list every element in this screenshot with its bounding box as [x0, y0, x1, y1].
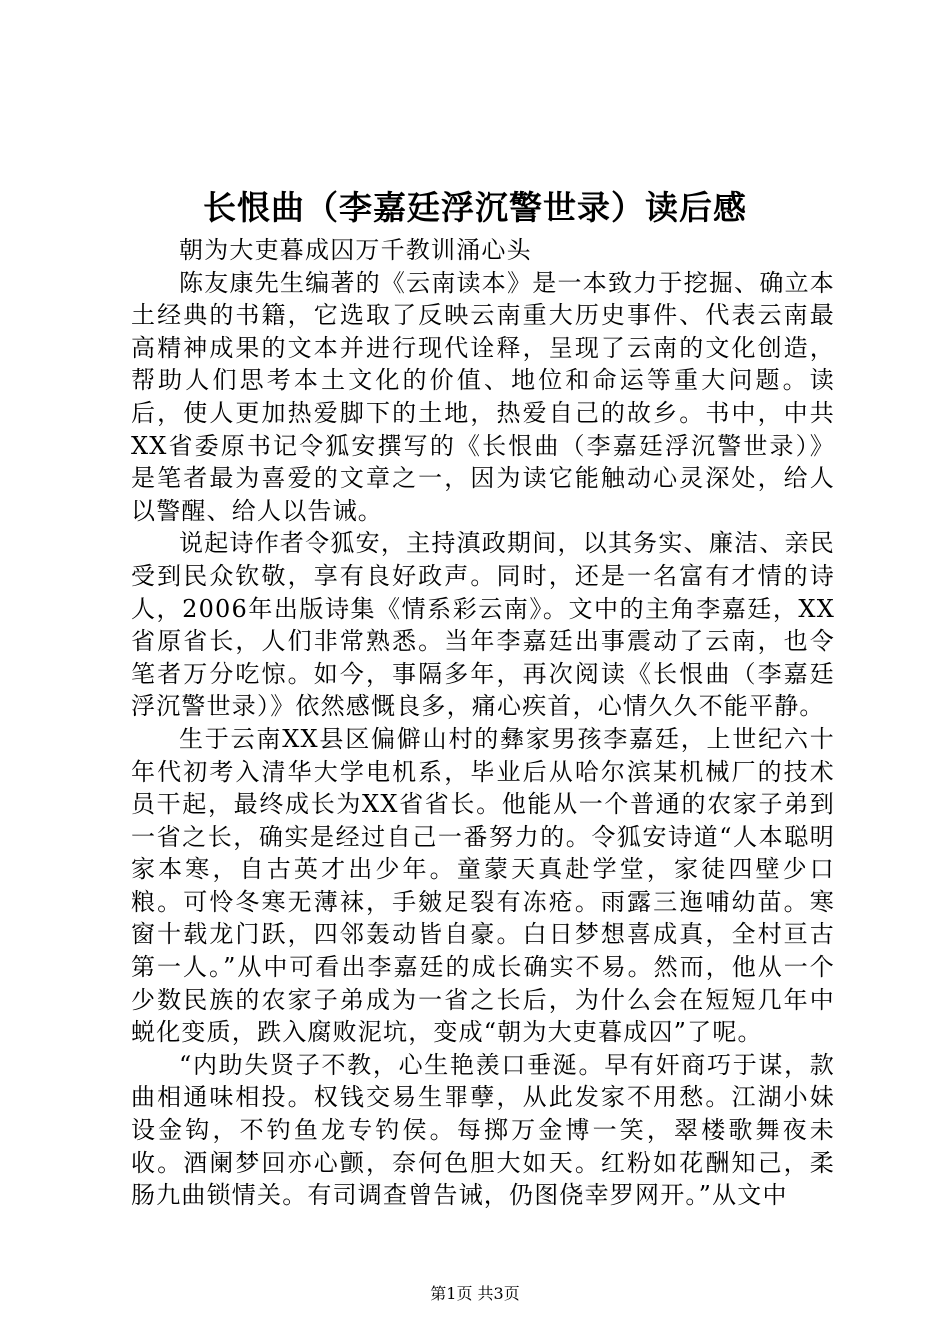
- document-body: [131, 234, 835, 1212]
- paragraph: 生于云南XX县区偏僻山村的彝家男孩李嘉廷，上世纪六十年代初考入清华大学电机系，毕业后从哈尔滨某机械厂的技术员干起，最终成长为XX省省长。他能从一个普通的农家子弟到一省之长，确实是经过自己一番努力的。令狐安诗道“人本聪明家本寒，自古英才出少年。童蒙天真赴学堂，家徒四壁少口粮。可怜冬寒无薄袜，手皴足裂有冻疮。雨露三迤哺幼苗。寒窗十载龙门跃，四邻轰动皆自豪。白日梦想喜成真，全村亘古第一人。”从中可看出李嘉廷的成长确实不易。然而，他从一个少数民族的农家子弟成为一省之长后，为什么会在短短几年中蜕化变质，跌入腐败泥坑，变成“朝为大吏暮成囚”了呢。: [131, 724, 835, 1047]
- paragraph: 陈友康先生编著的《云南读本》是一本致力于挖掘、确立本土经典的书籍，它选取了反映云南重大历史事件、代表云南最高精神成果的文本并进行现代诠释，呈现了云南的文化创造，帮助人们思考本土文化的价值、地位和命运等重大问题。读后，使人更加热爱脚下的土地，热爱自己的故乡。书中，中共XX省委原书记令狐安撰写的《长恨曲（李嘉廷浮沉警世录）》是笔者最为喜爱的文章之一，因为读它能触动心灵深处，给人以警醒、给人以告诫。: [131, 268, 835, 525]
- paragraph: “内助失贤子不教，心生艳羡口垂涎。早有奸商巧于谋，款曲相通味相投。权钱交易生罪孽，从此发家不用愁。江湖小妹设金钩，不钓鱼龙专钓侯。每掷万金博一笑，翠楼歌舞夜未收。酒阑梦回亦心颤，奈何色胆大如天。红粉如花酬知己，柔肠九曲锁情关。有司调查曾告诫，仍图侥幸罗网开。”从文中: [131, 1050, 835, 1210]
- subtitle-line: 朝为大吏暮成囚万千教训涌心头: [179, 236, 532, 264]
- document-title: 长恨曲（李嘉廷浮沉警世录）读后感: [203, 188, 747, 227]
- paragraph: 说起诗作者令狐安，主持滇政期间，以其务实、廉洁、亲民受到民众钦敬，享有良好政声。同时，还是一名富有才情的诗人，2006年出版诗集《情系彩云南》。文中的主角李嘉廷，XX省原省长，人们非常熟悉。当年李嘉廷出事震动了云南，也令笔者万分吃惊。如今，事隔多年，再次阅读《长恨曲（李嘉廷浮沉警世录）》依然感慨良多，痛心疾首，心情久久不能平静。: [131, 529, 835, 721]
- page-footer: 第1页 共3页: [430, 1284, 520, 1303]
